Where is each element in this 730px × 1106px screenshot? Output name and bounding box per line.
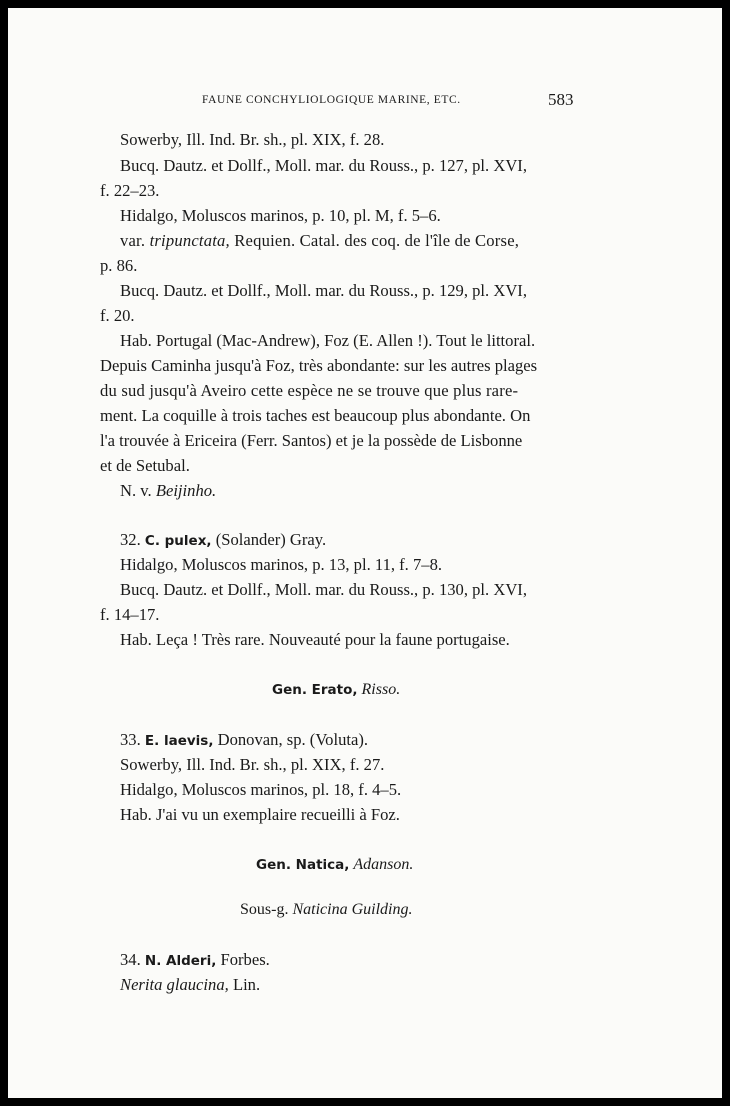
species-name: C. pulex,: [144, 533, 212, 549]
text-line: Hidalgo, Moluscos marinos, p. 10, pl. M, f. 5–6.: [120, 206, 441, 225]
synonym-author: Lin.: [232, 975, 261, 994]
variety-name: tripunctata,: [149, 231, 230, 250]
vernacular-name: Beijinho.: [155, 481, 217, 500]
text-line: du sud jusqu'à Aveiro cette espèce ne se trouve que plus rare-: [100, 381, 519, 400]
text-line: Hab. Portugal (Mac-Andrew), Foz (E. Allen !). Tout le littoral.: [120, 331, 536, 350]
text-line: [120, 231, 519, 251]
text-line: f. 20.: [100, 306, 135, 325]
subgenus-heading: [240, 900, 412, 920]
species-author: (Solander) Gray.: [215, 530, 327, 549]
page-number: 583: [548, 90, 574, 109]
running-head: FAUNE CONCHYLIOLOGIQUE MARINE, ETC.: [202, 94, 461, 106]
text-line: Hidalgo, Moluscos marinos, pl. 18, f. 4–5.: [120, 780, 402, 799]
text-line: l'a trouvée à Ericeira (Ferr. Santos) et je la possède de Lisbonne: [100, 431, 523, 450]
text-line: f. 22–23.: [100, 181, 160, 200]
text-line: Hab. J'ai vu un exemplaire recueilli à Foz.: [120, 805, 400, 824]
entry-number: 34.: [120, 950, 141, 969]
genus-heading-erato: [272, 680, 400, 700]
text-line: Sowerby, Ill. Ind. Br. sh., pl. XIX, f. 28.: [120, 130, 385, 149]
text-line: f. 14–17.: [100, 605, 160, 624]
text-line: Hab. Leça ! Très rare. Nouveauté pour la faune portugaise.: [120, 630, 510, 649]
genus-label: Gen. Erato,: [272, 682, 358, 698]
genus-author: Risso.: [361, 681, 401, 698]
variety-label: var.: [120, 231, 146, 250]
variety-citation: Requien. Catal. des coq. de l'île de Corse,: [234, 231, 520, 250]
text-line: Hidalgo, Moluscos marinos, p. 13, pl. 11, f. 7–8.: [120, 555, 443, 574]
species-name: N. Alderi,: [144, 953, 217, 969]
synonym-line: [120, 975, 260, 995]
entry-number: 33.: [120, 730, 141, 749]
subgenus-label: Sous-g.: [240, 901, 289, 918]
text-line: et de Setubal.: [100, 456, 190, 475]
text-line: Sowerby, Ill. Ind. Br. sh., pl. XIX, f. 27.: [120, 755, 385, 774]
entry-number: 32.: [120, 530, 141, 549]
genus-label: Gen. Natica,: [256, 857, 350, 873]
genus-author: Adanson.: [353, 856, 414, 873]
text-line: Bucq. Dautz. et Dollf., Moll. mar. du Rouss., p. 129, pl. XVI,: [120, 281, 527, 300]
species-entry-33: [120, 730, 368, 751]
text-line: Bucq. Dautz. et Dollf., Moll. mar. du Rouss., p. 130, pl. XVI,: [120, 580, 527, 599]
synonym-name: Nerita glaucina,: [120, 975, 229, 994]
species-author: Donovan, sp. (Voluta).: [217, 730, 369, 749]
text-line: ment. La coquille à trois taches est beaucoup plus abondante. On: [100, 406, 531, 425]
species-name: E. laevis,: [144, 733, 214, 749]
book-page: [8, 8, 722, 1098]
subgenus-name: Naticina Guilding.: [292, 901, 413, 918]
page-header: [8, 90, 722, 114]
species-author: Forbes.: [220, 950, 270, 969]
species-entry-32: [120, 530, 326, 551]
text-line: Bucq. Dautz. et Dollf., Moll. mar. du Rouss., p. 127, pl. XVI,: [120, 156, 527, 175]
text-line: Depuis Caminha jusqu'à Foz, très abondante: sur les autres plages: [100, 356, 538, 375]
species-entry-34: [120, 950, 270, 971]
vernacular-name-line: N. v. Beijinho.: [120, 481, 217, 500]
genus-heading-natica: [256, 855, 413, 875]
text-line: p. 86.: [100, 256, 138, 275]
